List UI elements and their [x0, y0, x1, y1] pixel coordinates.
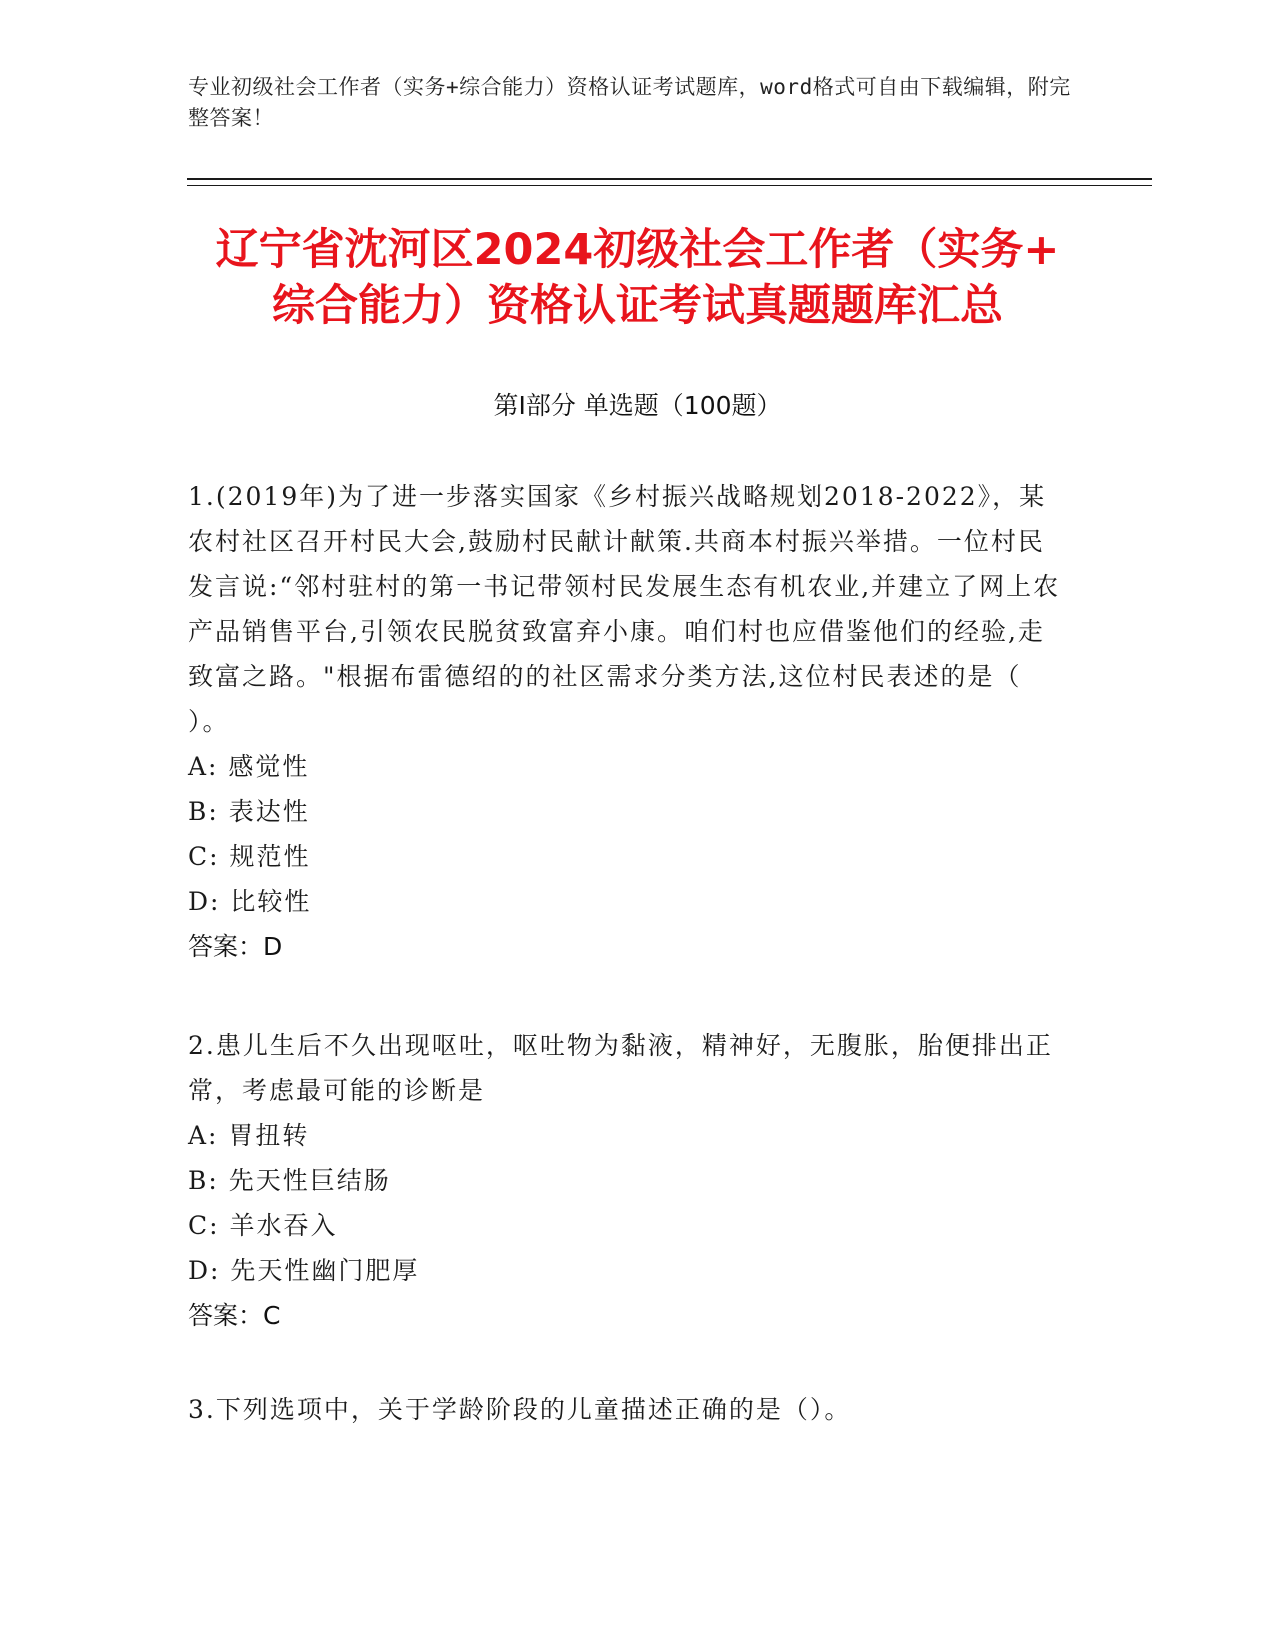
option-b: B: 先天性巨结肠 [188, 1166, 391, 1195]
option-b: B: 表达性 [188, 797, 310, 826]
question-stem: 1.(2019年)为了进一步落实国家《乡村振兴战略规划2018-2022》，某农村社区召开村民大会,鼓励村民献计献策.共商本村振兴举措。一位村民发言说:“邻村驻村的第一书记带领村民发展生态有机农业,并建立了网上农产品销售平台,引领农民脱贫致富弃小康。咱们村也应借鉴他们的经验,走致富之路。"根据布雷德绍的的社区需求分类方法,这位村民表述的是（ ）。 [188, 482, 1061, 736]
option-d: D: 先天性幽门肥厚 [188, 1256, 420, 1285]
option-a: A: 感觉性 [188, 752, 310, 781]
document-title [150, 222, 1125, 334]
question-1 [188, 474, 1068, 969]
question-stem: 3.下列选项中，关于学龄阶段的儿童描述正确的是（）。 [188, 1395, 852, 1424]
section-title: 第Ⅰ部分 单选题（100题） [493, 391, 782, 420]
option-c: C: 规范性 [188, 842, 311, 871]
document-title-line-1: 辽宁省沈河区2024初级社会工作者（实务+ [215, 225, 1060, 275]
question-stem: 2.患儿生后不久出现呕吐，呕吐物为黏液，精神好，无腹胀，胎便排出正常，考虑最可能的诊断是 [188, 1031, 1053, 1105]
header-divider-thin [187, 185, 1152, 186]
header-divider-thick [187, 178, 1152, 180]
header-note: 专业初级社会工作者（实务+综合能力）资格认证考试题库，word格式可自由下载编辑，附完整答案！ [188, 75, 1071, 130]
answer-line: 答案：C [188, 1301, 281, 1330]
question-3 [188, 1387, 1068, 1432]
option-c: C: 羊水吞入 [188, 1211, 338, 1240]
option-d: D: 比较性 [188, 887, 312, 916]
document-title-line-2: 综合能力）资格认证考试真题题库汇总 [272, 281, 1003, 331]
option-a: A: 胃扭转 [188, 1121, 310, 1150]
question-2 [188, 1023, 1068, 1338]
answer-line: 答案：D [188, 932, 283, 961]
